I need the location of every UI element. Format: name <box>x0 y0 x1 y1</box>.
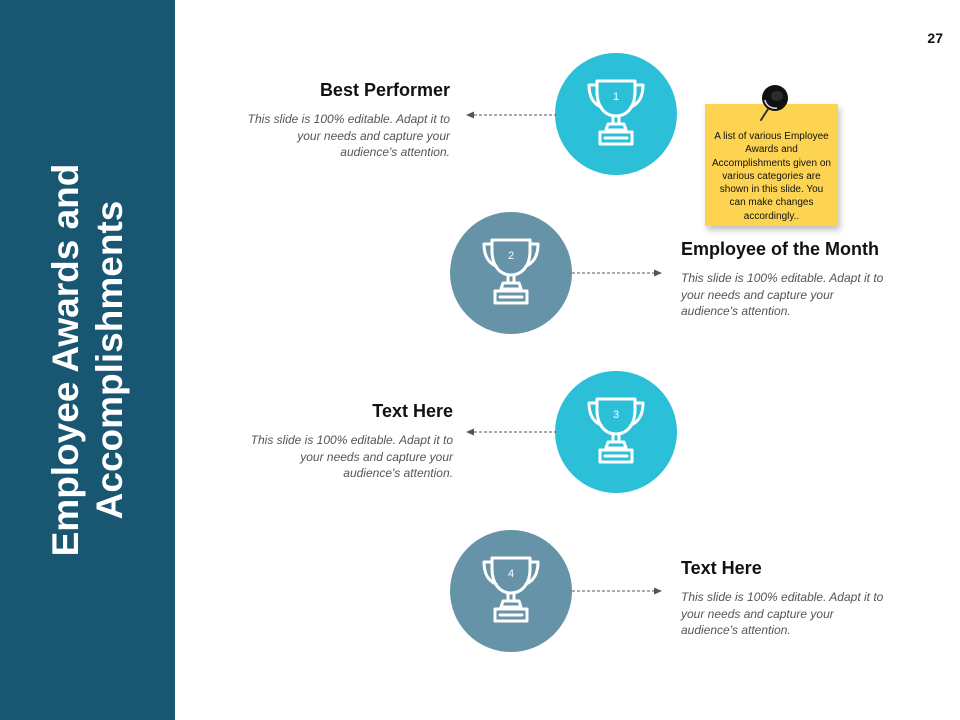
award-block-1 <box>240 80 450 161</box>
award-number-1: 1 <box>612 91 620 103</box>
award-circle-2 <box>450 212 572 334</box>
award-number-3: 3 <box>612 409 620 421</box>
trophy-icon <box>584 394 648 470</box>
award-title-3: Text Here <box>372 401 453 421</box>
award-number-4: 4 <box>507 568 515 580</box>
sidebar <box>0 0 175 720</box>
award-block-2 <box>681 239 891 320</box>
connector-arrow-1 <box>466 110 556 120</box>
award-circle-3 <box>555 371 677 493</box>
slide-title-line1: Employee Awards and <box>45 163 86 557</box>
trophy-icon <box>479 235 543 311</box>
slide-title <box>44 100 132 620</box>
award-description-1: This slide is 100% editable. Adapt it to your needs and capture your audience's attention. <box>247 112 450 159</box>
connector-arrow-4 <box>572 586 662 596</box>
award-circle-1 <box>555 53 677 175</box>
connector-arrow-2 <box>572 268 662 278</box>
trophy-icon <box>479 553 543 629</box>
award-description-4: This slide is 100% editable. Adapt it to your needs and capture your audience's attention. <box>681 590 884 637</box>
sticky-note-text: A list of various Employee Awards and Accomplishments given on various categories are shown in this slide. You can make changes accordingly.. <box>712 131 831 222</box>
award-title-4: Text Here <box>681 558 762 578</box>
sticky-note <box>705 104 838 230</box>
award-description-3: This slide is 100% editable. Adapt it to your needs and capture your audience's attention. <box>250 433 453 480</box>
award-title-2: Employee of the Month <box>681 239 879 259</box>
trophy-icon <box>584 76 648 152</box>
award-title-1: Best Performer <box>319 80 450 100</box>
slide-title-line2: Accomplishments <box>89 200 130 520</box>
award-description-2: This slide is 100% editable. Adapt it to your needs and capture your audience's attention. <box>681 271 884 318</box>
award-block-4 <box>681 558 891 639</box>
award-block-3 <box>243 401 453 482</box>
connector-arrow-3 <box>466 427 556 437</box>
push-pin-icon <box>753 82 793 124</box>
page-number: 27 <box>927 30 943 46</box>
award-circle-4 <box>450 530 572 652</box>
award-number-2: 2 <box>507 250 515 262</box>
